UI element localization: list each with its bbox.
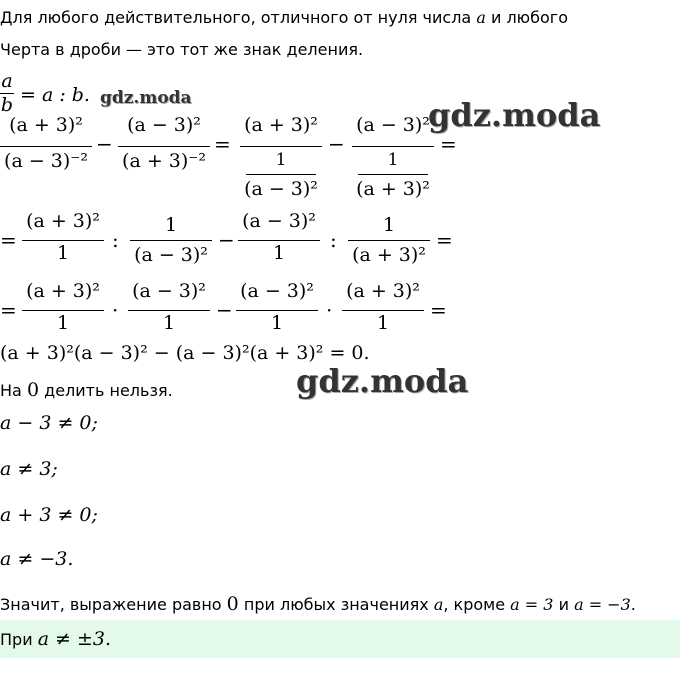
- eq3-frac-3: (a − 3)² 1: [236, 276, 318, 334]
- op-minus: −: [218, 228, 235, 252]
- op-equals: =: [440, 132, 457, 156]
- op-equals: =: [436, 228, 453, 252]
- op-multiply: ·: [112, 298, 119, 322]
- watermark-large: gdz.moda: [428, 96, 601, 134]
- condition-3: a + 3 ≠ 0;: [0, 504, 98, 526]
- op-minus: −: [328, 132, 345, 156]
- eq4-expression: (a + 3)²(a − 3)² − (a − 3)²(a + 3)² = 0.: [0, 342, 370, 364]
- eq2-frac-1: (a + 3)² 1: [22, 206, 104, 266]
- condition-2: a ≠ 3;: [0, 458, 58, 480]
- no-division-text: На 0 делить нельзя.: [0, 379, 173, 401]
- op-minus: −: [96, 132, 113, 156]
- op-equals: =: [214, 132, 231, 156]
- eq1-frac-2: (a − 3)² (a + 3)⁻²: [118, 110, 210, 180]
- answer-text: При a ≠ ±3.: [0, 628, 112, 650]
- eq3-frac-4: (a + 3)² 1: [342, 276, 424, 334]
- eq3-frac-1: (a + 3)² 1: [22, 276, 104, 334]
- op-equals: =: [0, 298, 17, 322]
- conclusion-text: Значит, выражение равно 0 при любых значениях a, кроме a = 3 и a = −3.: [0, 593, 636, 615]
- op-equals: =: [430, 298, 447, 322]
- eq2-frac-3: (a − 3)² 1: [238, 206, 320, 266]
- op-divide: :: [112, 228, 119, 252]
- eq3-frac-2: (a − 3)² 1: [128, 276, 210, 334]
- op-divide: :: [330, 228, 337, 252]
- watermark-small: gdz.moda: [100, 88, 192, 108]
- eq1-frac-3: (a + 3)² 1 (a − 3)²: [240, 110, 322, 200]
- op-minus: −: [216, 298, 233, 322]
- rule-fraction: a b: [0, 70, 14, 116]
- eq2-frac-4: 1 (a + 3)²: [348, 206, 430, 266]
- eq1-frac-1: (a + 3)² (a − 3)⁻²: [0, 110, 92, 180]
- answer-box: [0, 620, 680, 658]
- rule-rhs: = a : b.: [20, 84, 90, 106]
- op-multiply: ·: [326, 298, 333, 322]
- eq1-frac-4: (a − 3)² 1 (a + 3)²: [352, 110, 434, 200]
- intro-line-1: Для любого действительного, отличного от нуля числа a и любого: [0, 8, 568, 27]
- op-equals: =: [0, 228, 17, 252]
- condition-1: a − 3 ≠ 0;: [0, 412, 98, 434]
- condition-4: a ≠ −3.: [0, 548, 74, 570]
- watermark-large: gdz.moda: [296, 362, 469, 400]
- intro-line-2: Черта в дроби — это тот же знак деления.: [0, 40, 364, 59]
- eq2-frac-2: 1 (a − 3)²: [130, 206, 212, 266]
